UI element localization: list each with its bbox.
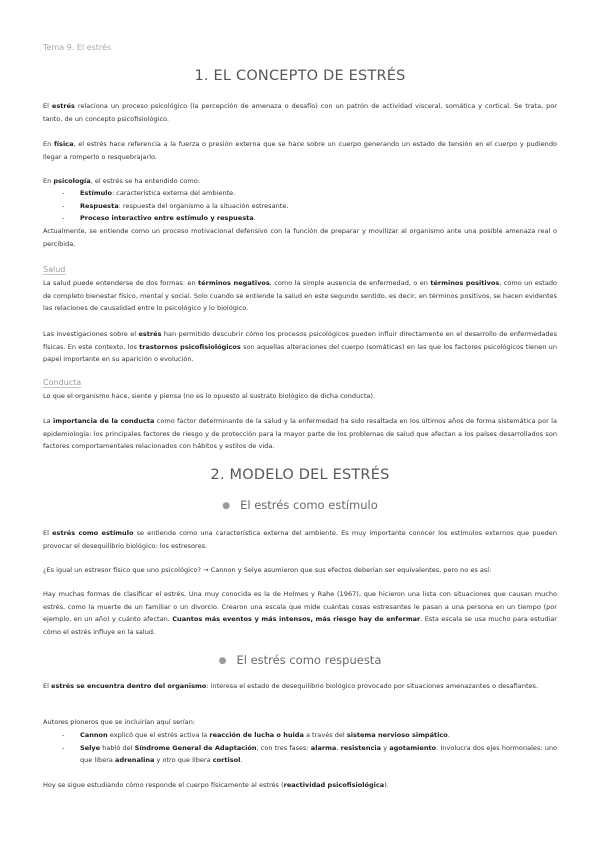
- paragraph-pregunta: ¿Es igual un estresor físico que uno psicológico? → Cannon y Selye asumieron que sus efectos deberían ser equivalentes, pero no es así:: [43, 566, 492, 574]
- subheading-salud: Salud: [43, 265, 66, 274]
- paragraph-conducta: Lo que el organismo hace, siente y piensa (no es lo opuesto al sustrato biológico de dicha conducta).: [43, 392, 376, 400]
- bullet-icon: ●: [222, 501, 231, 511]
- paragraph-importancia: La importancia de la conducta como factor determinante de la salud y la enfermedad ha sido resaltada en los últimos años de forma sistemática por la epidemiología: los principales factores de riesgo y de protección para la mayor parte de los problemas de salud que afectan a los países desarrollados son factores comportamentales relacionados con hábitos y estilos de vida.: [43, 417, 558, 451]
- subheading-conducta: Conducta: [43, 378, 82, 387]
- bullet-icon: ●: [218, 656, 227, 666]
- page-header: Tema 9. El estrés: [43, 43, 112, 52]
- section-2-title: 2. MODELO DEL ESTRÉS: [210, 467, 390, 483]
- list-item: - Respuesta: respuesta del organismo a la situación estresante.: [43, 200, 557, 213]
- paragraph-formas: Hay muchas formas de clasificar el estrés. Una muy conocida es la de Holmes y Rahe (1967), que hicieron una lista con situaciones que causan mucho estrés, como la muerte de un familiar o un divorcio. Crearon una escala que mide cuántas cosas estresantes le pasan a una persona en un tiempo (por ejemplo, en un año) y cuánto afectan. Cuantos más eventos y más intensos, más riesgo hay de enfermar. Esta escala se usa mucho para estudiar cómo el estrés influye en la salud.: [43, 590, 557, 637]
- paragraph-fisica: En física, el estrés hace referencia a la fuerza o presión externa que se hace sobre un cuerpo generando un estado de tensión en el cuerpo y pudiendo llegar a romperlo o resquebrajarlo.: [43, 140, 557, 161]
- list-item: - Estímulo: característica externa del ambiente.: [43, 187, 557, 200]
- paragraph-salud: La salud puede entenderse de dos formas: en términos negativos, como la simple ausencia de enfermedad, o en términos positivos, como un estado de completo bienestar físico, mental y social. Solo cuando se entiende la salud en este segundo sentido, es decir, en términos positivos, se hacen evidentes las relaciones de causalidad entre lo psicológico y lo biológico.: [43, 279, 558, 313]
- subsection-respuesta-title: ● El estrés como respuesta: [218, 653, 382, 667]
- paragraph-investigaciones: Las investigaciones sobre el estrés han permitido descubrir cómo los procesos psicológicos pueden influir directamente en el desarrollo de enfermedades físicas. En este contexto, los trastornos psicofisiológicos son aquellas alteraciones del cuerpo (somáticas) en las que los factores psicológicos tienen un papel importante en su aparición o evolución.: [43, 330, 557, 364]
- list-item: - Selye habló del Síndrome General de Adaptación, con tres fases: alarma, resistencia y agotamiento. Involucra dos ejes hormonales: uno que libera adrenalina y otro que libera cortisol.: [43, 742, 557, 767]
- list-item: - Cannon explicó que el estrés activa la reacción de lucha o huida a través del sistema nervioso simpático.: [43, 729, 557, 742]
- paragraph-autores: Autores pioneros que se incluirían aquí serían:: [43, 718, 196, 726]
- paragraph-hoy: Hoy se sigue estudiando cómo responde el cuerpo físicamente al estrés (reactividad psicofisiológica).: [43, 781, 389, 789]
- paragraph-respuesta: El estrés se encuentra dentro del organismo: interesa el estado de desequilibrio biológico provocado por situaciones amenazantes o desafiantes.: [43, 682, 539, 690]
- paragraph-psicologia: En psicología, el estrés se ha entendido como:: [43, 177, 200, 185]
- paragraph-intro: El estrés relaciona un proceso psicológico (la percepción de amenaza o desafío) con un patrón de actividad visceral, somática y cortical. Se trata, por tanto, de un concepto psicofisiológico.: [43, 102, 557, 123]
- section-1-title: 1. EL CONCEPTO DE ESTRÉS: [194, 68, 406, 84]
- paragraph-actualmente: Actualmente, se entiende como un proceso motivacional defensivo con la función de preparar y movilizar al organismo ante una posible amenaza real o percibida.: [43, 227, 557, 248]
- paragraph-estimulo: El estrés como estímulo se entiende como una característica externa del ambiente. Es muy importante conocer los estímulos externos que pueden provocar el desequilibrio biológico: los estresores.: [43, 529, 557, 550]
- psicologia-list: [43, 187, 557, 225]
- subsection-estimulo-title: ● El estrés como estímulo: [222, 498, 378, 512]
- list-item: - Proceso interactivo entre estímulo y respuesta.: [43, 212, 557, 225]
- autores-list: [43, 729, 557, 767]
